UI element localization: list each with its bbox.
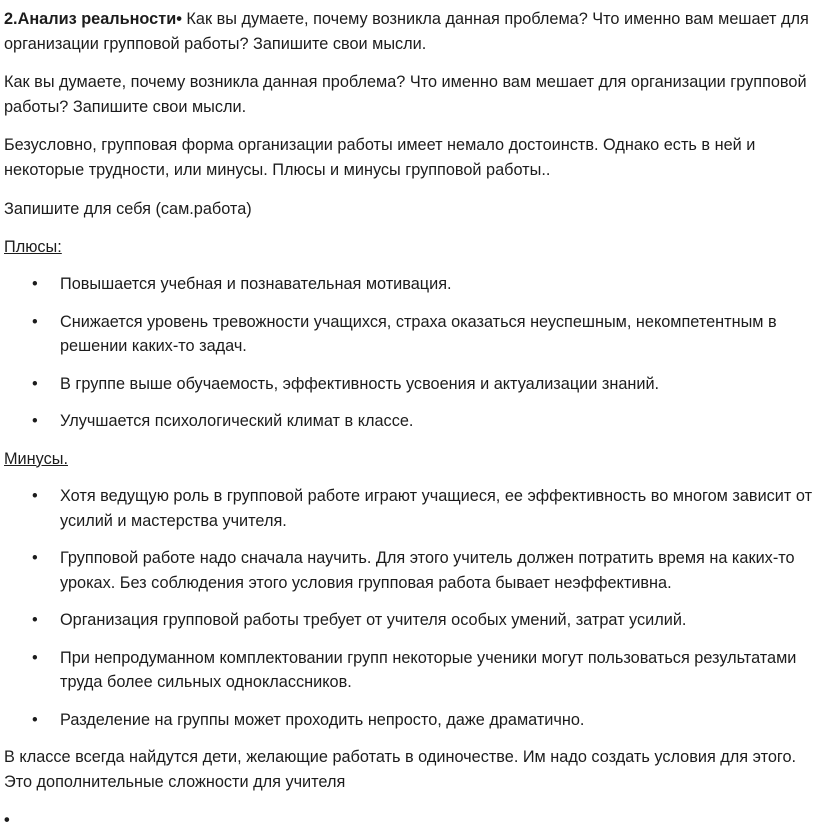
document-page [4,7,814,832]
list-item-text: Групповой работе надо сначала научить. Для этого учитель должен потратить время на каких-то уроках. Без соблюдения этого условия групповая работа бывает неэффективна. [60,549,795,592]
list-item [4,608,814,633]
bullet-icon: • [32,549,38,567]
list-item [4,708,814,733]
list-item-text: В группе выше обучаемость, эффективность усвоения и актуализации знаний. [60,374,660,393]
note-paragraph: Запишите для себя (сам.работа) [4,200,252,218]
list-item-text: Организация групповой работы требует от учителя особых умений, затрат усилий. [60,611,687,629]
list-item [4,646,814,695]
list-item [4,484,814,533]
list-item [4,310,814,359]
list-item [4,372,814,397]
bullet-icon: • [32,275,38,293]
pros-list [4,272,814,434]
section-heading-paragraph [4,7,814,56]
bullet-icon: • [32,312,38,331]
section-heading-question: Как вы думаете, почему возникла данная проблема? Что именно вам мешает для организации групповой работы? Запишите свои мысли. [4,10,809,53]
list-item [4,272,814,297]
repeat-question-paragraph: Как вы думаете, почему возникла данная проблема? Что именно вам мешает для организации групповой работы? Запишите свои мысли. [4,73,807,116]
list-item-text: Снижается уровень тревожности учащихся, страха оказаться неуспешным, некомпетентным в решении каких-то задач. [60,312,777,355]
list-item-text: Улучшается психологический климат в классе. [60,412,414,430]
pros-label: Плюсы: [4,237,62,256]
cons-label: Минусы. [4,449,68,468]
bullet-icon: • [32,611,38,629]
list-item-text: Хотя ведущую роль в групповой работе играют учащиеся, ее эффективность во многом зависит от усилий и мастерства учителя. [60,487,813,530]
section-heading-label: 2.Анализ реальности [4,10,177,28]
bullet-icon: • [32,412,38,430]
cons-list [4,484,814,732]
list-item-text: Повышается учебная и познавательная мотивация. [60,275,452,293]
list-item-text: При непродуманном комплектовании групп некоторые ученики могут пользоваться результатами труда более сильных одноклассников. [60,648,797,691]
bullet-icon: • [32,487,38,505]
heading-bullet-icon: • [176,10,182,28]
conclusion-paragraph: В классе всегда найдутся дети, желающие работать в одиночестве. Им надо создать условия для этого. Это дополнительные сложности для учителя [4,748,797,791]
bullet-icon: • [32,710,38,729]
trailing-bullet-icon: • [4,811,10,829]
intro-paragraph: Безусловно, групповая форма организации работы имеет немало достоинств. Однако есть в ней и некоторые трудности, или минусы. Плюсы и минусы групповой работы.. [4,136,756,179]
list-item [4,546,814,595]
list-item [4,409,814,434]
bullet-icon: • [32,648,38,667]
bullet-icon: • [32,374,38,393]
list-item-text: Разделение на группы может проходить непросто, даже драматично. [60,710,585,729]
